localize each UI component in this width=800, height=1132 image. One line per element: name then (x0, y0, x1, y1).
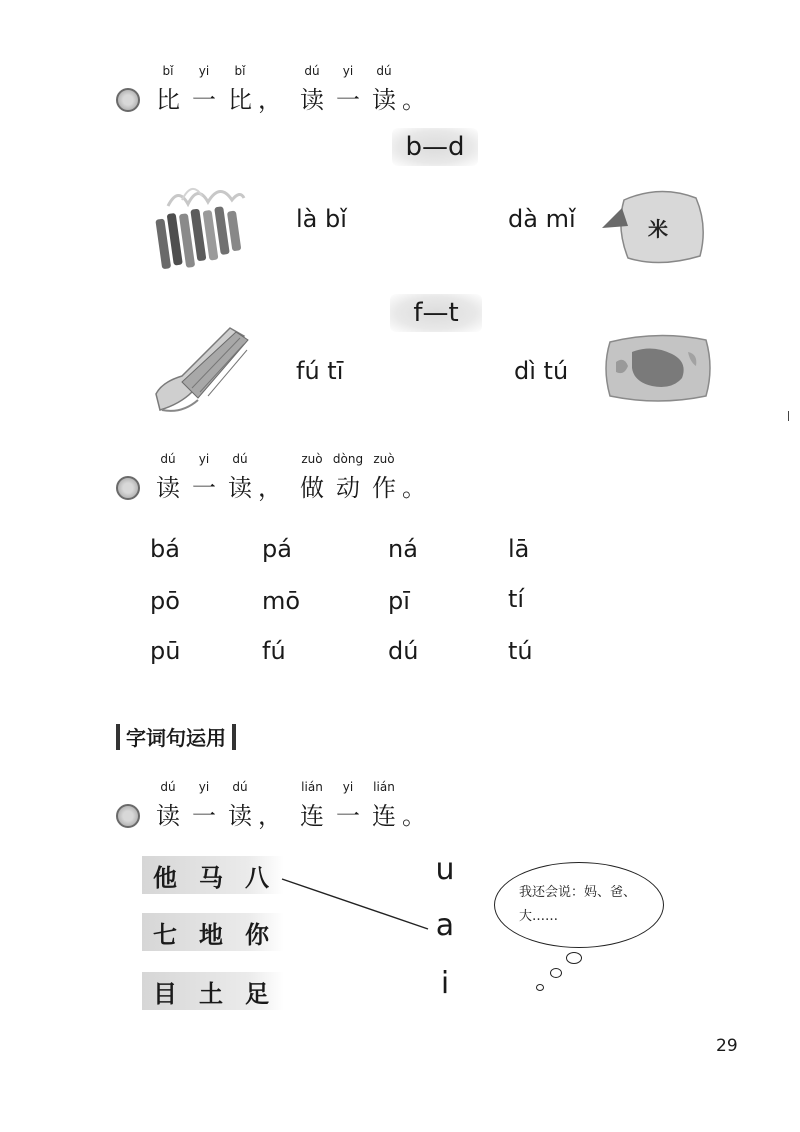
char-text: 做 (300, 474, 324, 502)
char: 你 (245, 919, 269, 949)
word-la-bi: là bǐ (296, 205, 347, 233)
char-text: 作 (372, 474, 396, 502)
word-da-mi: dà mǐ (508, 205, 576, 233)
pinyin: dú (160, 780, 176, 794)
char: 地 (199, 919, 223, 949)
pair-tag-b-d: b—d (392, 128, 478, 166)
pinyin: yi (198, 780, 210, 794)
word-di-tu: dì tú (514, 357, 569, 385)
punctuation-text: ， (258, 474, 282, 502)
syllable: pī (388, 587, 410, 615)
svg-text:米: 米 (648, 217, 668, 241)
pinyin: zuò (373, 452, 395, 466)
punctuation-text: 。 (402, 802, 426, 830)
char-text: 一 (336, 802, 360, 830)
syllable: lā (508, 535, 530, 563)
char-text: 读 (372, 86, 396, 114)
syllable: ná (388, 535, 418, 563)
char-text: 读 (156, 802, 180, 830)
letter-u[interactable]: u (435, 852, 455, 887)
punctuation-text: ， (258, 86, 282, 114)
syllable: pá (262, 535, 292, 563)
char-text: 读 (228, 474, 252, 502)
word-fu-ti: fú tī (296, 357, 344, 385)
char-text: 动 (336, 474, 360, 502)
char-text: 一 (192, 86, 216, 114)
char: 他 (153, 862, 177, 892)
letter-a[interactable]: a (435, 908, 455, 943)
bubble-text: 我还会说：妈、爸、大…… (519, 885, 637, 924)
punctuation-text: 。 (402, 86, 426, 114)
char-text: 比 (228, 86, 252, 114)
edge-mark (788, 411, 789, 421)
pinyin: yi (342, 780, 354, 794)
char-text: 连 (372, 802, 396, 830)
pinyin: yi (198, 452, 210, 466)
page-number: 29 (716, 1036, 738, 1056)
syllable: dú (388, 637, 419, 665)
bubble-dot (566, 952, 582, 964)
syllable: mō (262, 587, 301, 615)
char-text: 读 (156, 474, 180, 502)
char-text: 一 (336, 86, 360, 114)
syllable: bá (150, 535, 180, 563)
bubble-dot (550, 968, 562, 978)
char: 目 (153, 978, 177, 1008)
pinyin: dú (376, 64, 392, 78)
pinyin: dú (304, 64, 320, 78)
pinyin: lián (373, 780, 395, 794)
char: 七 (153, 919, 177, 949)
pinyin: dú (232, 452, 248, 466)
pinyin: lián (301, 780, 323, 794)
char: 马 (199, 862, 223, 892)
bubble-dot (536, 984, 544, 991)
syllable: tú (508, 637, 533, 665)
pinyin: dú (232, 780, 248, 794)
section-heading-text: 字词句运用 (126, 726, 226, 750)
char-text: 比 (156, 86, 180, 114)
syllable: tí (508, 585, 525, 613)
char: 八 (245, 862, 269, 892)
punctuation-text: 。 (402, 474, 426, 502)
thought-bubble (494, 862, 664, 948)
char-text: 连 (300, 802, 324, 830)
char-text: 读 (300, 86, 324, 114)
punctuation-text: ， (258, 802, 282, 830)
pinyin: yi (198, 64, 210, 78)
char-text: 一 (192, 802, 216, 830)
char: 土 (199, 978, 223, 1008)
char-text: 一 (192, 474, 216, 502)
syllable: pū (150, 637, 181, 665)
pinyin: dú (160, 452, 176, 466)
char-text: 读 (228, 802, 252, 830)
syllable: fú (262, 637, 286, 665)
syllable: pō (150, 587, 180, 615)
letter-i[interactable]: i (440, 966, 450, 1001)
pinyin: yi (342, 64, 354, 78)
pinyin: bǐ (162, 64, 174, 78)
pair-tag-f-t: f—t (390, 294, 482, 332)
char: 足 (245, 978, 269, 1008)
pinyin: zuò (301, 452, 323, 466)
pinyin: bǐ (234, 64, 246, 78)
pinyin: dòng (332, 452, 364, 466)
